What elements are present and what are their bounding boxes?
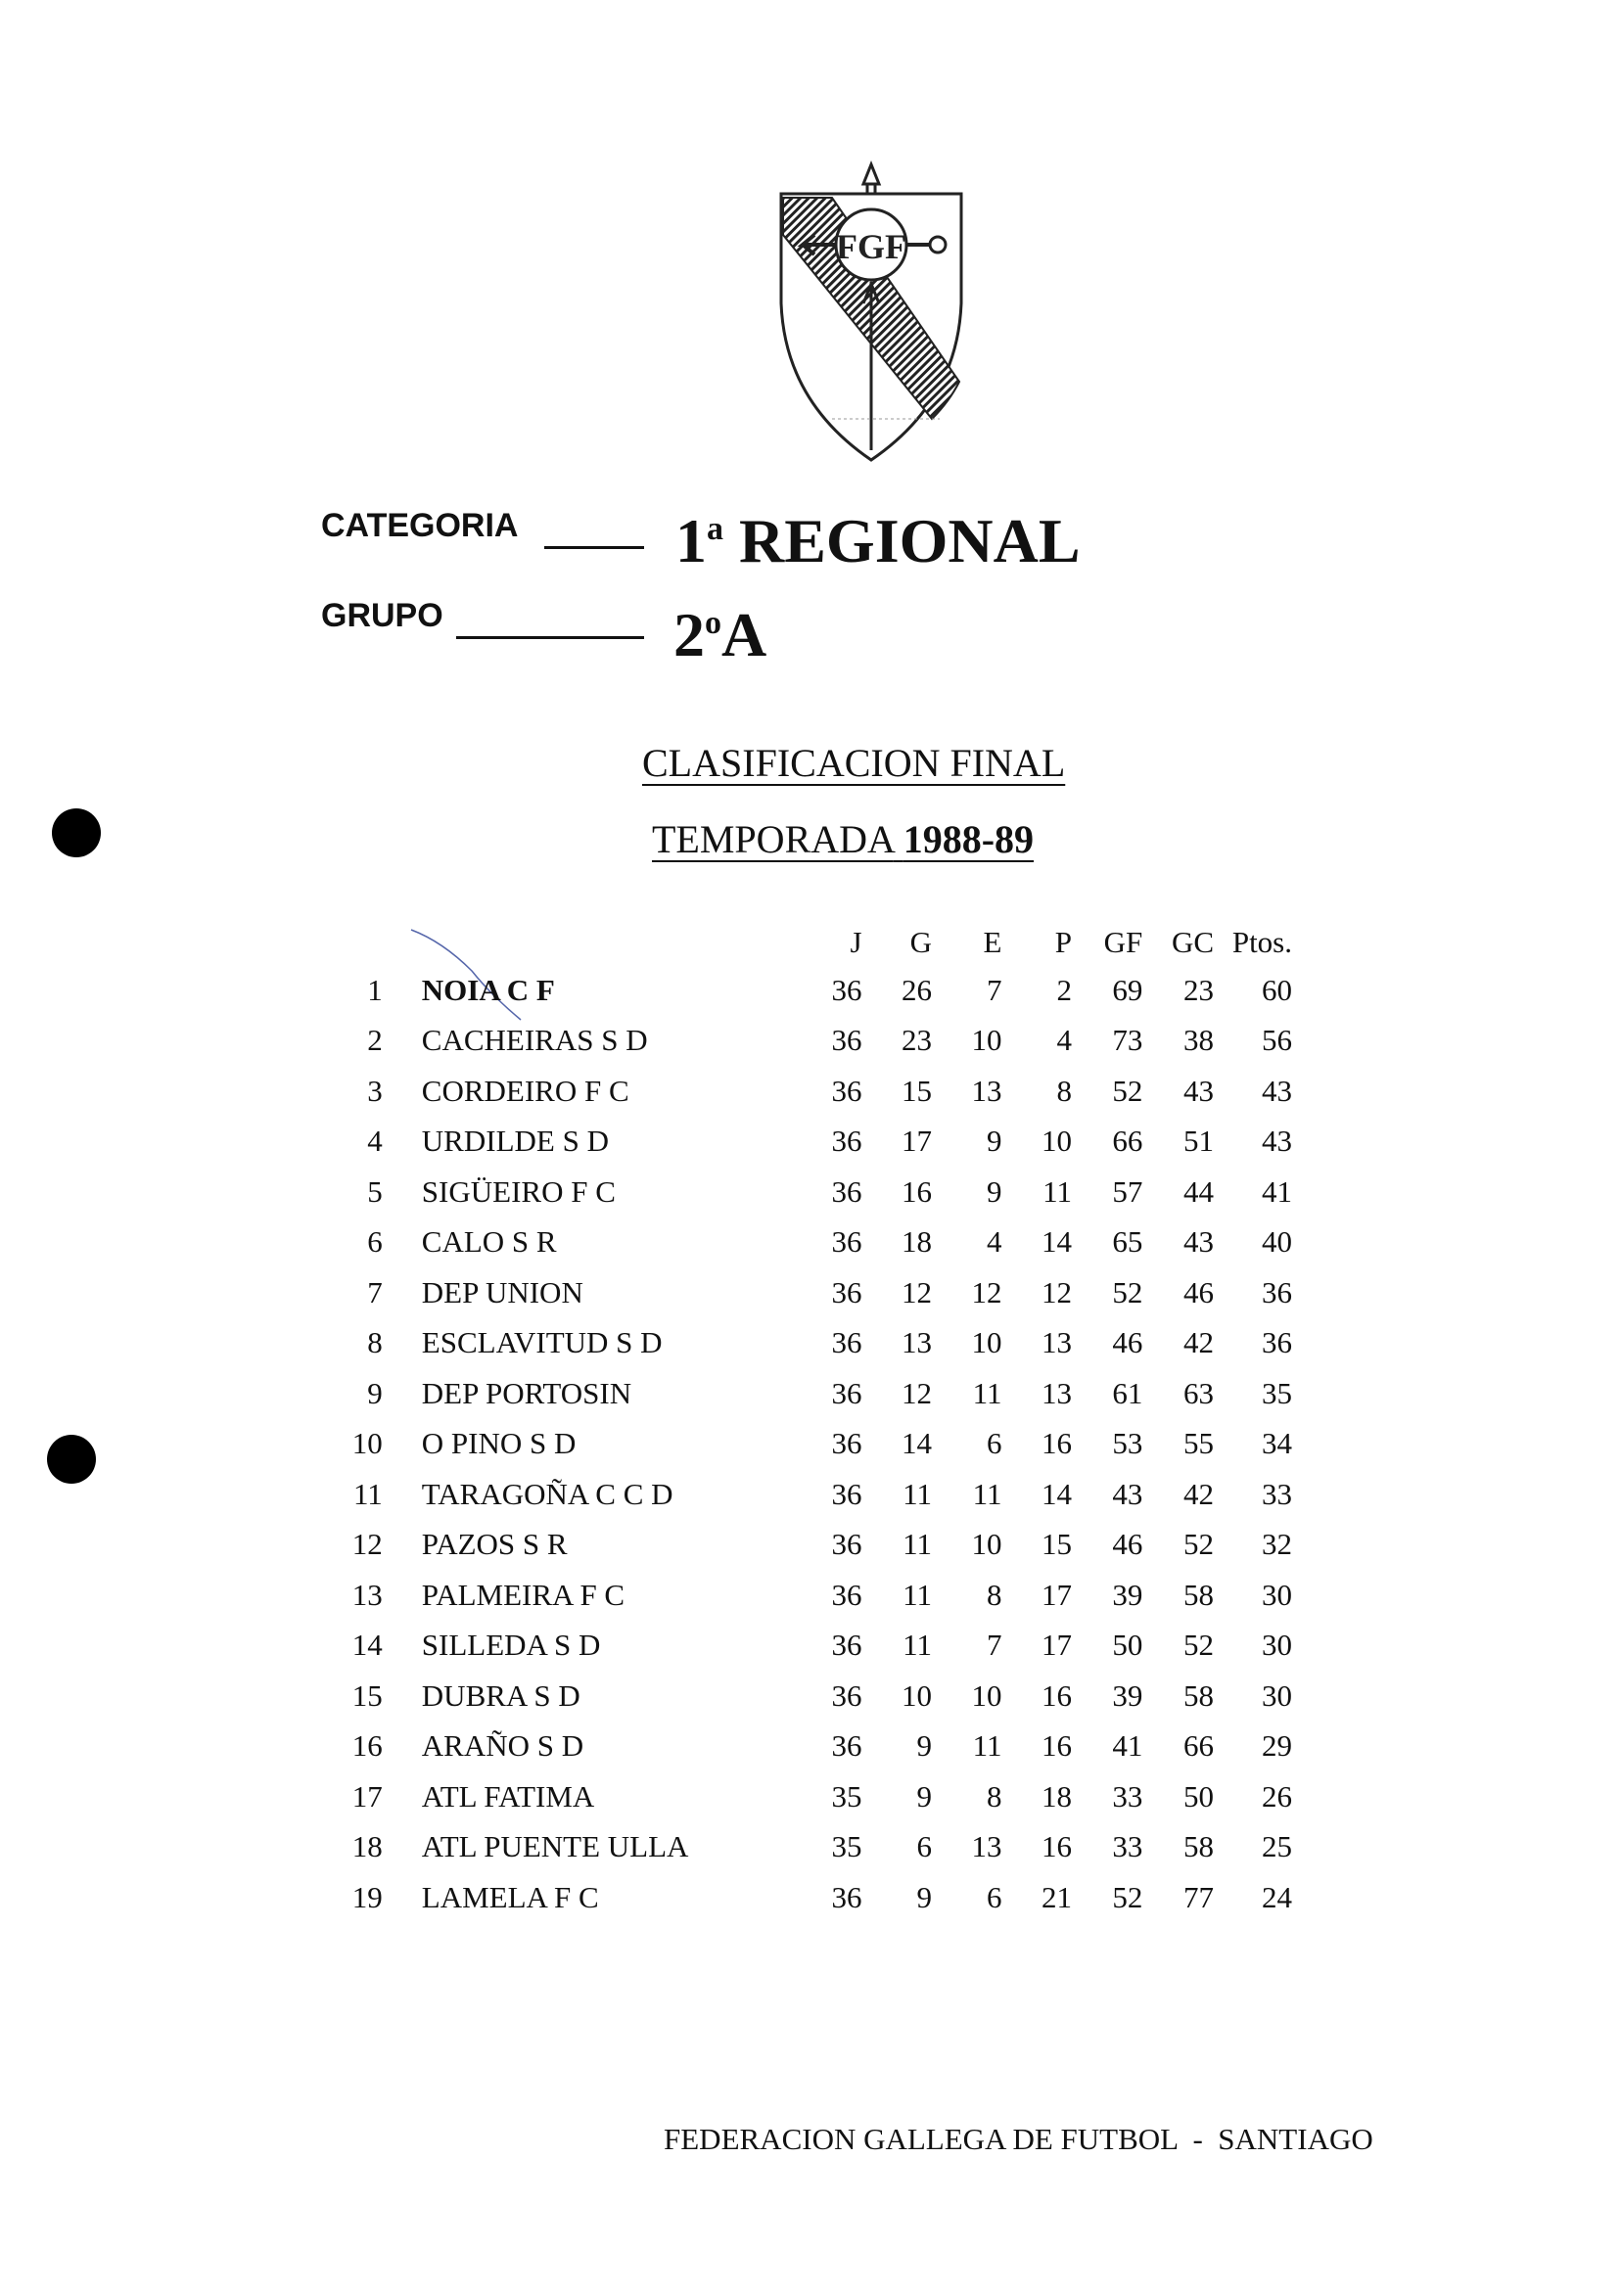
svg-text:FGF: FGF <box>836 227 906 266</box>
row-pts: 33 <box>1262 1476 1292 1511</box>
row-p: 17 <box>1041 1577 1072 1612</box>
row-j: 36 <box>831 1325 862 1360</box>
row-team: CORDEIRO F C <box>421 1073 629 1108</box>
row-j: 36 <box>831 1628 862 1663</box>
row-p: 14 <box>1041 1224 1072 1260</box>
row-position: 10 <box>351 1426 383 1461</box>
row-position: 19 <box>351 1879 383 1914</box>
row-j: 36 <box>831 1375 862 1410</box>
row-p: 11 <box>1042 1173 1072 1209</box>
row-e: 11 <box>972 1375 1002 1410</box>
row-e: 10 <box>971 1325 1002 1360</box>
category-value <box>675 505 1081 577</box>
row-team: TARAGOÑA C C D <box>421 1476 673 1511</box>
group-value <box>673 599 766 671</box>
row-pts: 25 <box>1262 1829 1292 1864</box>
row-e: 10 <box>971 1527 1002 1562</box>
row-e: 6 <box>986 1879 1002 1914</box>
row-e: 11 <box>972 1728 1002 1764</box>
row-position: 5 <box>367 1173 383 1209</box>
row-gf: 33 <box>1112 1829 1143 1864</box>
row-g: 9 <box>916 1879 932 1914</box>
row-gc: 38 <box>1183 1023 1215 1058</box>
row-team: DEP UNION <box>421 1274 583 1309</box>
row-team: SIGÜEIRO F C <box>421 1173 616 1209</box>
row-g: 13 <box>902 1325 932 1360</box>
row-pts: 43 <box>1262 1124 1292 1159</box>
row-gc: 58 <box>1183 1577 1215 1612</box>
row-pts: 56 <box>1262 1023 1292 1058</box>
row-team: URDILDE S D <box>421 1124 609 1159</box>
row-gf: 46 <box>1112 1527 1143 1562</box>
season-year: 1988-89 <box>903 817 1035 861</box>
row-g: 23 <box>902 1023 932 1058</box>
row-p: 16 <box>1041 1426 1072 1461</box>
table-row <box>333 1066 1292 1117</box>
header-j: J <box>850 925 862 959</box>
row-team: ATL FATIMA <box>421 1778 595 1814</box>
row-position: 2 <box>367 1023 383 1058</box>
row-pts: 35 <box>1262 1375 1292 1410</box>
row-gc: 52 <box>1183 1527 1215 1562</box>
row-pts: 24 <box>1262 1879 1292 1914</box>
row-team: NOIA C F <box>421 972 555 1007</box>
row-p: 2 <box>1056 972 1072 1007</box>
table-header-row <box>333 924 1292 965</box>
row-team: DUBRA S D <box>421 1677 580 1713</box>
row-j: 35 <box>831 1778 862 1814</box>
row-gc: 42 <box>1183 1476 1215 1511</box>
row-p: 18 <box>1041 1778 1072 1814</box>
table-row <box>333 965 1292 1016</box>
row-team: LAMELA F C <box>421 1879 599 1914</box>
row-gf: 46 <box>1112 1325 1143 1360</box>
row-g: 12 <box>902 1375 932 1410</box>
group-label: GRUPO <box>321 597 443 634</box>
table-row <box>333 1167 1292 1217</box>
header-team <box>422 924 792 965</box>
table-row <box>333 1771 1292 1822</box>
group-value-num: 2 <box>673 600 705 669</box>
row-j: 35 <box>831 1829 862 1864</box>
row-pts: 32 <box>1262 1527 1292 1562</box>
row-j: 36 <box>831 1224 862 1260</box>
row-pts: 30 <box>1262 1628 1292 1663</box>
row-gc: 55 <box>1183 1426 1215 1461</box>
row-j: 36 <box>831 1073 862 1108</box>
row-gc: 43 <box>1183 1224 1215 1260</box>
standings-table <box>333 924 1292 1923</box>
row-p: 13 <box>1041 1325 1072 1360</box>
row-team: CALO S R <box>421 1224 557 1260</box>
row-team: PALMEIRA F C <box>421 1577 625 1612</box>
table-row <box>333 1822 1292 1873</box>
row-gc: 44 <box>1183 1173 1215 1209</box>
row-gf: 33 <box>1112 1778 1143 1814</box>
row-position: 12 <box>351 1527 383 1562</box>
row-e: 7 <box>986 972 1002 1007</box>
row-position: 1 <box>367 972 383 1007</box>
row-gf: 39 <box>1112 1677 1143 1713</box>
row-p: 16 <box>1041 1728 1072 1764</box>
row-e: 6 <box>986 1426 1002 1461</box>
row-pts: 36 <box>1262 1274 1292 1309</box>
row-pts: 43 <box>1262 1073 1292 1108</box>
row-gf: 43 <box>1112 1476 1143 1511</box>
table-row <box>333 1520 1292 1571</box>
row-gf: 53 <box>1112 1426 1143 1461</box>
row-p: 10 <box>1041 1124 1072 1159</box>
row-gf: 50 <box>1112 1628 1143 1663</box>
row-position: 18 <box>351 1829 383 1864</box>
row-pts: 29 <box>1262 1728 1292 1764</box>
row-j: 36 <box>831 972 862 1007</box>
row-pts: 34 <box>1262 1426 1292 1461</box>
row-position: 15 <box>351 1677 383 1713</box>
row-position: 3 <box>367 1073 383 1108</box>
row-e: 8 <box>986 1778 1002 1814</box>
row-e: 13 <box>971 1829 1002 1864</box>
row-e: 12 <box>971 1274 1002 1309</box>
header-e: E <box>983 925 1002 959</box>
row-e: 9 <box>986 1124 1002 1159</box>
row-g: 18 <box>902 1224 932 1260</box>
table-row <box>333 1318 1292 1369</box>
row-team: SILLEDA S D <box>421 1628 601 1663</box>
row-p: 12 <box>1041 1274 1072 1309</box>
row-gf: 69 <box>1112 972 1143 1007</box>
table-row <box>333 1368 1292 1419</box>
page-title: CLASIFICACION FINAL <box>642 741 1066 785</box>
table-row <box>333 1621 1292 1672</box>
season-label: TEMPORADA <box>652 817 894 861</box>
row-j: 36 <box>831 1023 862 1058</box>
table-row <box>333 1217 1292 1268</box>
row-team: CACHEIRAS S D <box>421 1023 648 1058</box>
row-g: 11 <box>903 1527 932 1562</box>
row-team: PAZOS S R <box>421 1527 568 1562</box>
row-g: 9 <box>916 1728 932 1764</box>
table-row <box>333 1267 1292 1318</box>
header-pts: Ptos. <box>1231 925 1292 959</box>
row-pts: 30 <box>1262 1577 1292 1612</box>
row-gf: 52 <box>1112 1879 1143 1914</box>
table-row <box>333 1117 1292 1168</box>
row-j: 36 <box>831 1527 862 1562</box>
row-j: 36 <box>831 1274 862 1309</box>
row-p: 16 <box>1041 1829 1072 1864</box>
row-gc: 42 <box>1183 1325 1215 1360</box>
group-value-sup: o <box>705 605 721 641</box>
row-pts: 26 <box>1262 1778 1292 1814</box>
table-row <box>333 1419 1292 1470</box>
row-g: 26 <box>902 972 932 1007</box>
row-gc: 77 <box>1183 1879 1215 1914</box>
row-g: 10 <box>902 1677 932 1713</box>
federation-crest-icon <box>773 157 969 470</box>
row-gf: 73 <box>1112 1023 1143 1058</box>
row-gf: 39 <box>1112 1577 1143 1612</box>
row-position: 9 <box>367 1375 383 1410</box>
row-g: 11 <box>903 1628 932 1663</box>
season-heading <box>652 816 1034 862</box>
row-gf: 61 <box>1112 1375 1143 1410</box>
row-team: ARAÑO S D <box>421 1728 584 1764</box>
row-gc: 46 <box>1183 1274 1215 1309</box>
row-gc: 23 <box>1183 972 1215 1007</box>
row-e: 10 <box>971 1677 1002 1713</box>
row-gf: 66 <box>1112 1124 1143 1159</box>
row-g: 16 <box>902 1173 932 1209</box>
row-gf: 65 <box>1112 1224 1143 1260</box>
row-p: 14 <box>1041 1476 1072 1511</box>
row-gc: 51 <box>1183 1124 1215 1159</box>
row-position: 4 <box>367 1124 383 1159</box>
row-j: 36 <box>831 1879 862 1914</box>
row-j: 36 <box>831 1173 862 1209</box>
header-gf: GF <box>1103 925 1143 959</box>
row-e: 4 <box>986 1224 1002 1260</box>
row-gc: 63 <box>1183 1375 1215 1410</box>
row-pts: 40 <box>1262 1224 1292 1260</box>
row-p: 4 <box>1056 1023 1072 1058</box>
row-g: 17 <box>902 1124 932 1159</box>
header-p: P <box>1054 925 1072 959</box>
category-rule <box>544 546 644 549</box>
row-p: 17 <box>1041 1628 1072 1663</box>
row-pts: 41 <box>1262 1173 1292 1209</box>
row-pts: 60 <box>1262 972 1292 1007</box>
row-gc: 50 <box>1183 1778 1215 1814</box>
row-position: 14 <box>351 1628 383 1663</box>
binder-hole-top <box>52 808 101 857</box>
row-e: 8 <box>986 1577 1002 1612</box>
row-gf: 52 <box>1112 1274 1143 1309</box>
standings-body <box>333 965 1292 1923</box>
row-gf: 41 <box>1112 1728 1143 1764</box>
row-j: 36 <box>831 1124 862 1159</box>
row-g: 15 <box>902 1073 932 1108</box>
row-p: 21 <box>1041 1879 1072 1914</box>
row-pts: 36 <box>1262 1325 1292 1360</box>
row-pts: 30 <box>1262 1677 1292 1713</box>
table-row <box>333 1016 1292 1067</box>
row-p: 13 <box>1041 1375 1072 1410</box>
row-e: 7 <box>986 1628 1002 1663</box>
header-pos <box>333 924 422 965</box>
row-position: 13 <box>351 1577 383 1612</box>
row-team: ESCLAVITUD S D <box>421 1325 663 1360</box>
category-value-sup: a <box>707 511 723 547</box>
row-team: ATL PUENTE ULLA <box>421 1829 689 1864</box>
row-g: 11 <box>903 1577 932 1612</box>
row-e: 13 <box>971 1073 1002 1108</box>
table-row <box>333 1722 1292 1772</box>
row-gc: 52 <box>1183 1628 1215 1663</box>
row-gf: 52 <box>1112 1073 1143 1108</box>
row-p: 16 <box>1041 1677 1072 1713</box>
row-g: 6 <box>916 1829 932 1864</box>
table-row <box>333 1570 1292 1621</box>
row-gf: 57 <box>1112 1173 1143 1209</box>
row-position: 8 <box>367 1325 383 1360</box>
category-value-text: REGIONAL <box>739 506 1081 575</box>
row-position: 17 <box>351 1778 383 1814</box>
row-j: 36 <box>831 1728 862 1764</box>
table-row <box>333 1872 1292 1923</box>
group-rule <box>456 636 644 639</box>
row-p: 8 <box>1056 1073 1072 1108</box>
row-gc: 43 <box>1183 1073 1215 1108</box>
table-row <box>333 1469 1292 1520</box>
row-g: 12 <box>902 1274 932 1309</box>
row-j: 36 <box>831 1677 862 1713</box>
category-label: CATEGORIA <box>321 507 519 544</box>
row-e: 9 <box>986 1173 1002 1209</box>
row-position: 16 <box>351 1728 383 1764</box>
row-position: 6 <box>367 1224 383 1260</box>
row-p: 15 <box>1041 1527 1072 1562</box>
row-position: 11 <box>352 1476 383 1511</box>
row-team: DEP PORTOSIN <box>421 1375 632 1410</box>
row-gc: 58 <box>1183 1829 1215 1864</box>
row-g: 14 <box>902 1426 932 1461</box>
row-position: 7 <box>367 1274 383 1309</box>
row-gc: 66 <box>1183 1728 1215 1764</box>
row-team: O PINO S D <box>421 1426 577 1461</box>
row-gc: 58 <box>1183 1677 1215 1713</box>
row-g: 9 <box>916 1778 932 1814</box>
row-e: 11 <box>972 1476 1002 1511</box>
group-value-text: A <box>721 600 767 669</box>
footer-federation: FEDERACION GALLEGA DE FUTBOL - SANTIAGO <box>664 2122 1373 2156</box>
row-j: 36 <box>831 1476 862 1511</box>
header-g: G <box>909 925 932 959</box>
binder-hole-bottom <box>47 1435 96 1484</box>
row-j: 36 <box>831 1426 862 1461</box>
row-g: 11 <box>903 1476 932 1511</box>
table-row <box>333 1671 1292 1722</box>
category-value-num: 1 <box>675 506 707 575</box>
header-gc: GC <box>1171 925 1215 959</box>
row-e: 10 <box>971 1023 1002 1058</box>
row-j: 36 <box>831 1577 862 1612</box>
